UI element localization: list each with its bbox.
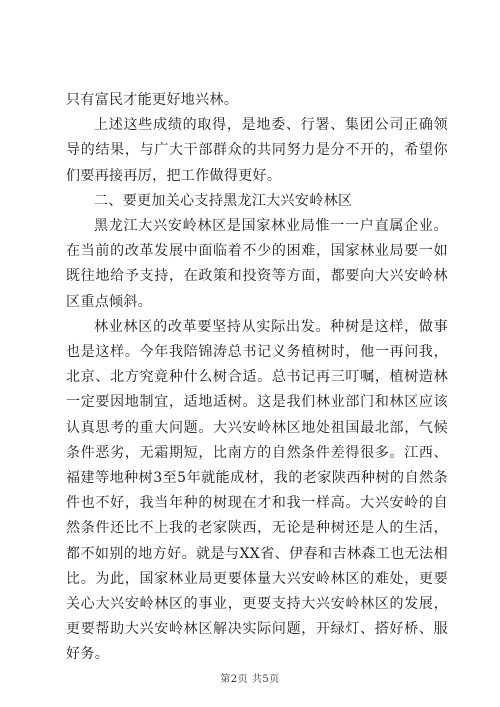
paragraph-4: 林业林区的改革要坚持从实际出发。种树是这样，做事也是这样。今年我陪锦涛总书记义务植树时，他一再问我，北京、北方究竟种什么树合适。总书记再三叮嘱，植树造林一定要因地制宜，适地适树。这是我们林业部门和林区应该认真思考的重大问题。大兴安岭林区地处祖国最北部，气候条件恶劣，无霜期短，比南方的自然条件差得很多。江西、福建等地种树3至5年就能成材，我的老家陕西种树的自然条件也不好，我当年种的树现在才和我一样高。大兴安岭的自然条件还比不上我的老家陕西，无论是种树还是人的生活，都不如别的地方好。就是与XX省、伊春和吉林森工也无法相比。为此，国家林业局更要体量大兴安岭林区的难处，更要关心大兴安岭林区的事业，更要支持大兴安岭林区的发展，更要帮助大兴安岭林区解决实际问题，开绿灯、搭好桥、服好务。 <box>66 318 448 663</box>
paragraph-3: 黑龙江大兴安岭林区是国家林业局惟一一户直属企业。在当前的改革发展中面临着不少的困难，国家林业局要一如既往地给予支持，在政策和投资等方面，都要向大兴安岭林区重点倾斜。 <box>66 218 448 310</box>
paragraph-2: 上述这些成绩的取得，是地委、行署、集团公司正确领导的结果，与广大干部群众的共同努力是分不开的，希望你们要再接再厉，把工作做得更好。 <box>66 117 448 184</box>
paragraph-1: 只有富民才能更好地兴林。 <box>66 92 239 108</box>
section-heading: 二、要更加关心支持黑龙江大兴安岭林区 <box>94 192 353 209</box>
page-number-footer: 第2页 共5页 <box>220 674 280 685</box>
document-body <box>66 88 448 668</box>
